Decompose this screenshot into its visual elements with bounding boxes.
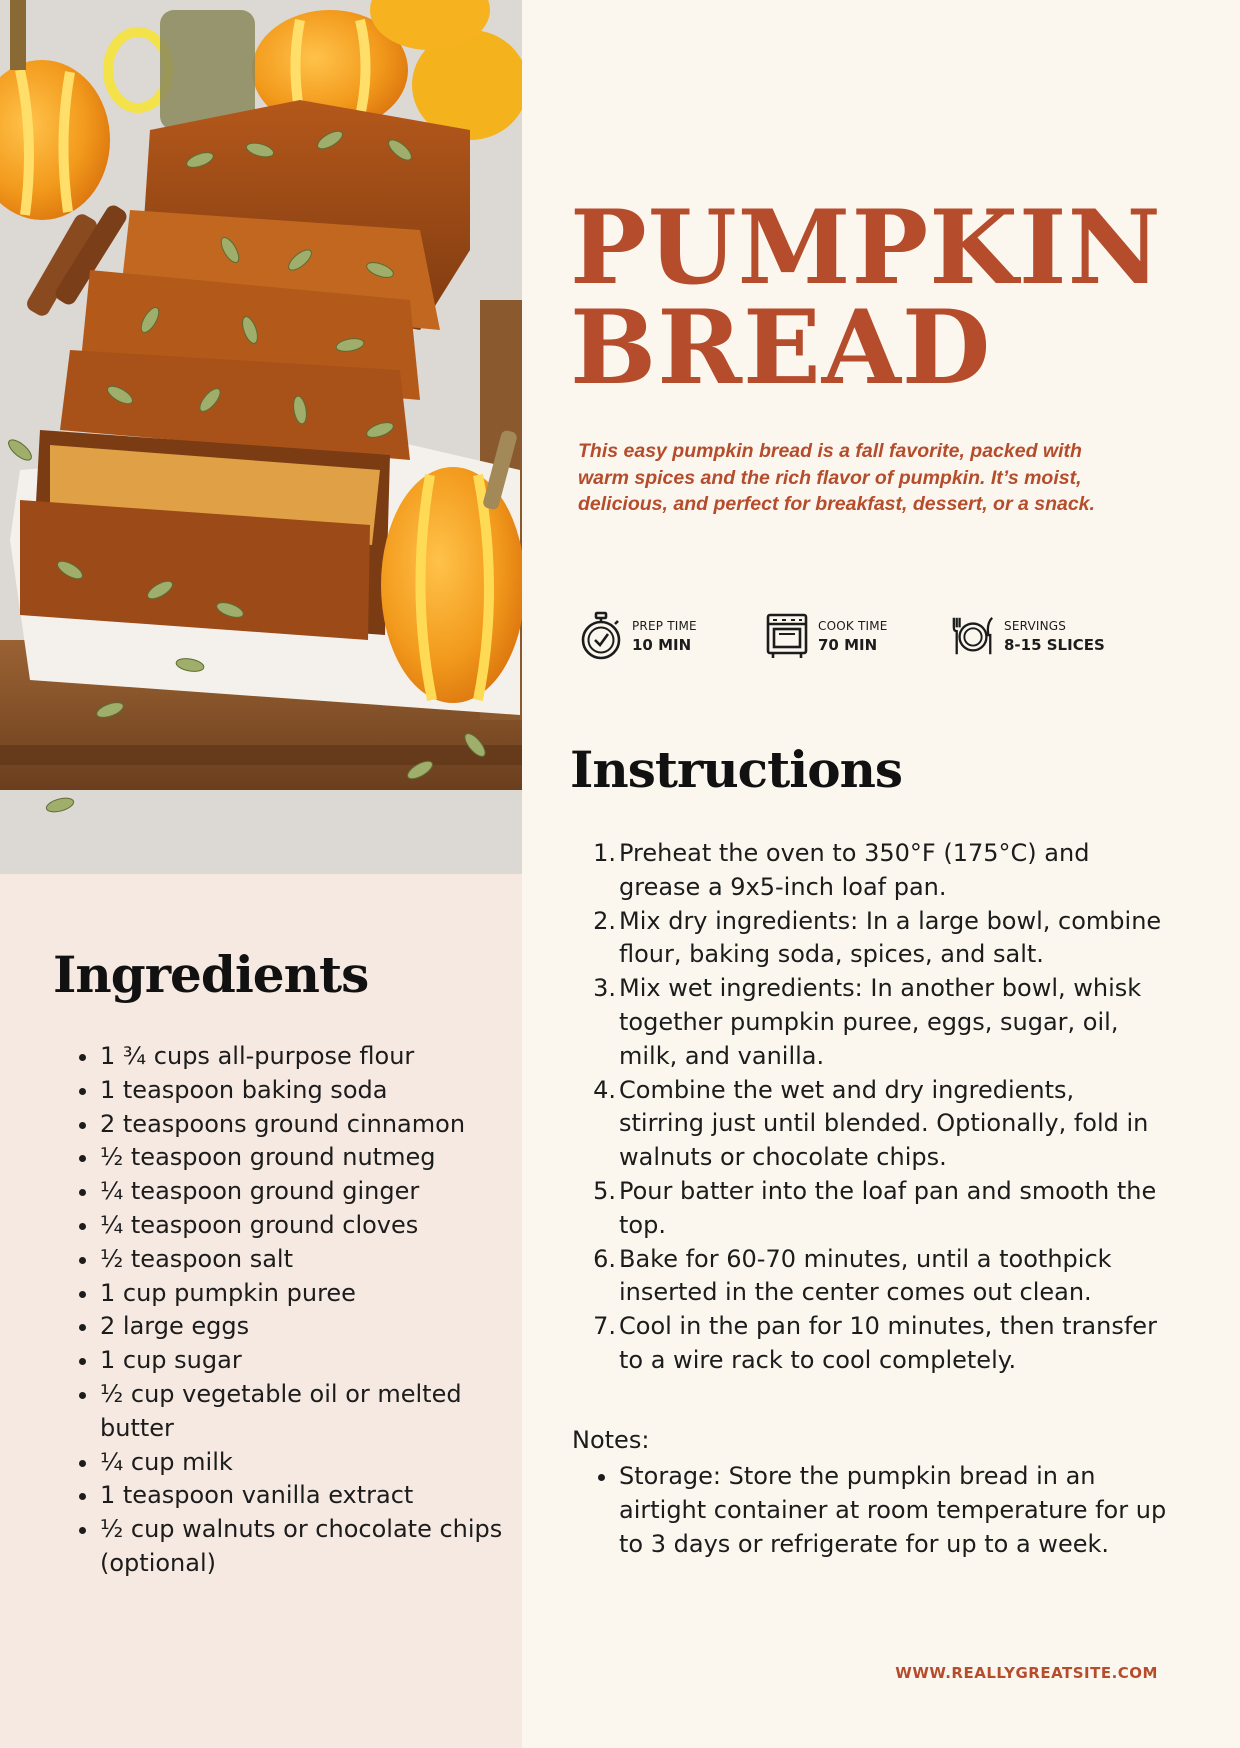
stat-label: PREP TIME bbox=[632, 618, 697, 633]
oven-icon bbox=[764, 610, 810, 662]
step-number: 5. bbox=[593, 1176, 616, 1205]
note-item: • Storage: Store the pumpkin bread in an airtight container at room temperature for up to 3 days or refrigerate for up to a week. bbox=[619, 1460, 1179, 1561]
step-number: 3. bbox=[593, 974, 616, 1003]
step-text: Pour batter into the loaf pan and smooth the top. bbox=[619, 1176, 1157, 1239]
stat-servings bbox=[950, 608, 1105, 664]
stopwatch-icon bbox=[578, 610, 624, 662]
instruction-step bbox=[572, 1310, 1162, 1378]
step-text: Mix wet ingredients: In another bowl, whisk together pumpkin puree, eggs, sugar, oil, milk, and vanilla. bbox=[619, 974, 1142, 1070]
notes-label: Notes: bbox=[572, 1426, 650, 1454]
ingredient-item: • 1 teaspoon baking soda bbox=[100, 1074, 520, 1108]
recipe-stats bbox=[578, 608, 1138, 668]
ingredient-item: • ¼ teaspoon ground cloves bbox=[100, 1209, 520, 1243]
ingredient-item: • 2 teaspoons ground cinnamon bbox=[100, 1108, 520, 1142]
step-number: 1. bbox=[593, 839, 616, 867]
ingredient-item: • ½ teaspoon ground nutmeg bbox=[100, 1141, 520, 1175]
step-number: 7. bbox=[593, 1312, 616, 1341]
step-text: Cool in the pan for 10 minutes, then transfer to a wire rack to cool completely. bbox=[619, 1312, 1157, 1374]
ingredient-item: • 1 cup pumpkin puree bbox=[100, 1277, 520, 1311]
step-text: Preheat the oven to 350°F (175°C) and grease a 9x5-inch loaf pan. bbox=[619, 839, 1090, 901]
ingredient-item: • 1 cup sugar bbox=[100, 1344, 520, 1378]
instruction-step bbox=[572, 1175, 1162, 1243]
stat-cook-time bbox=[764, 608, 888, 664]
step-number: 4. bbox=[593, 1075, 616, 1104]
stat-label: SERVINGS bbox=[1004, 618, 1067, 633]
instruction-step bbox=[572, 1074, 1162, 1175]
recipe-title bbox=[570, 188, 1162, 408]
instruction-step bbox=[572, 837, 1162, 905]
stat-label: COOK TIME bbox=[818, 618, 888, 633]
ingredient-item: • 1 teaspoon vanilla extract bbox=[100, 1479, 520, 1513]
ingredient-item: • ¼ teaspoon ground ginger bbox=[100, 1175, 520, 1209]
instruction-step bbox=[572, 972, 1162, 1073]
step-number: 2. bbox=[593, 906, 616, 935]
instructions-heading: Instructions bbox=[570, 740, 903, 799]
ingredient-item: • ½ teaspoon salt bbox=[100, 1243, 520, 1277]
instruction-step bbox=[572, 1243, 1162, 1311]
ingredients-list bbox=[60, 1040, 520, 1581]
step-text: Mix dry ingredients: In a large bowl, combine flour, baking soda, spices, and salt. bbox=[619, 906, 1162, 969]
stat-value: 10 MIN bbox=[632, 635, 692, 654]
instruction-step bbox=[572, 905, 1162, 973]
ingredient-item: • ¼ cup milk bbox=[100, 1446, 520, 1480]
stat-value: 70 MIN bbox=[818, 635, 878, 654]
pumpkin-bread-photo bbox=[0, 0, 522, 874]
stat-prep-time bbox=[578, 608, 697, 664]
plate-cutlery-icon bbox=[950, 610, 996, 662]
website-link[interactable]: WWW.REALLYGREATSITE.COM bbox=[895, 1664, 1158, 1682]
step-text: Combine the wet and dry ingredients, stirring just until blended. Optionally, fold in walnuts or chocolate chips. bbox=[619, 1075, 1149, 1172]
ingredient-item: • 2 large eggs bbox=[100, 1310, 520, 1344]
title-line-2: BREAD bbox=[570, 288, 992, 408]
ingredients-heading: Ingredients bbox=[53, 945, 369, 1004]
recipe-intro: This easy pumpkin bread is a fall favorite, packed with warm spices and the rich flavor of pumpkin. It’s moist, delicious, and perfect for breakfast, dessert, or a snack. bbox=[578, 440, 1095, 515]
ingredient-item: • 1 ¾ cups all-purpose flour bbox=[100, 1040, 520, 1074]
ingredient-item: • ½ cup vegetable oil or melted butter bbox=[100, 1378, 520, 1446]
instructions-list bbox=[572, 837, 1162, 1378]
left-column bbox=[0, 0, 522, 1748]
title-line-1: PUMPKIN bbox=[570, 188, 1162, 308]
notes-list bbox=[580, 1460, 1179, 1561]
step-text: Bake for 60-70 minutes, until a toothpick inserted in the center comes out clean. bbox=[619, 1244, 1112, 1307]
step-number: 6. bbox=[593, 1244, 616, 1273]
stat-value: 8-15 SLICES bbox=[1004, 635, 1105, 654]
ingredient-item: • ½ cup walnuts or chocolate chips (optional) bbox=[100, 1513, 520, 1581]
